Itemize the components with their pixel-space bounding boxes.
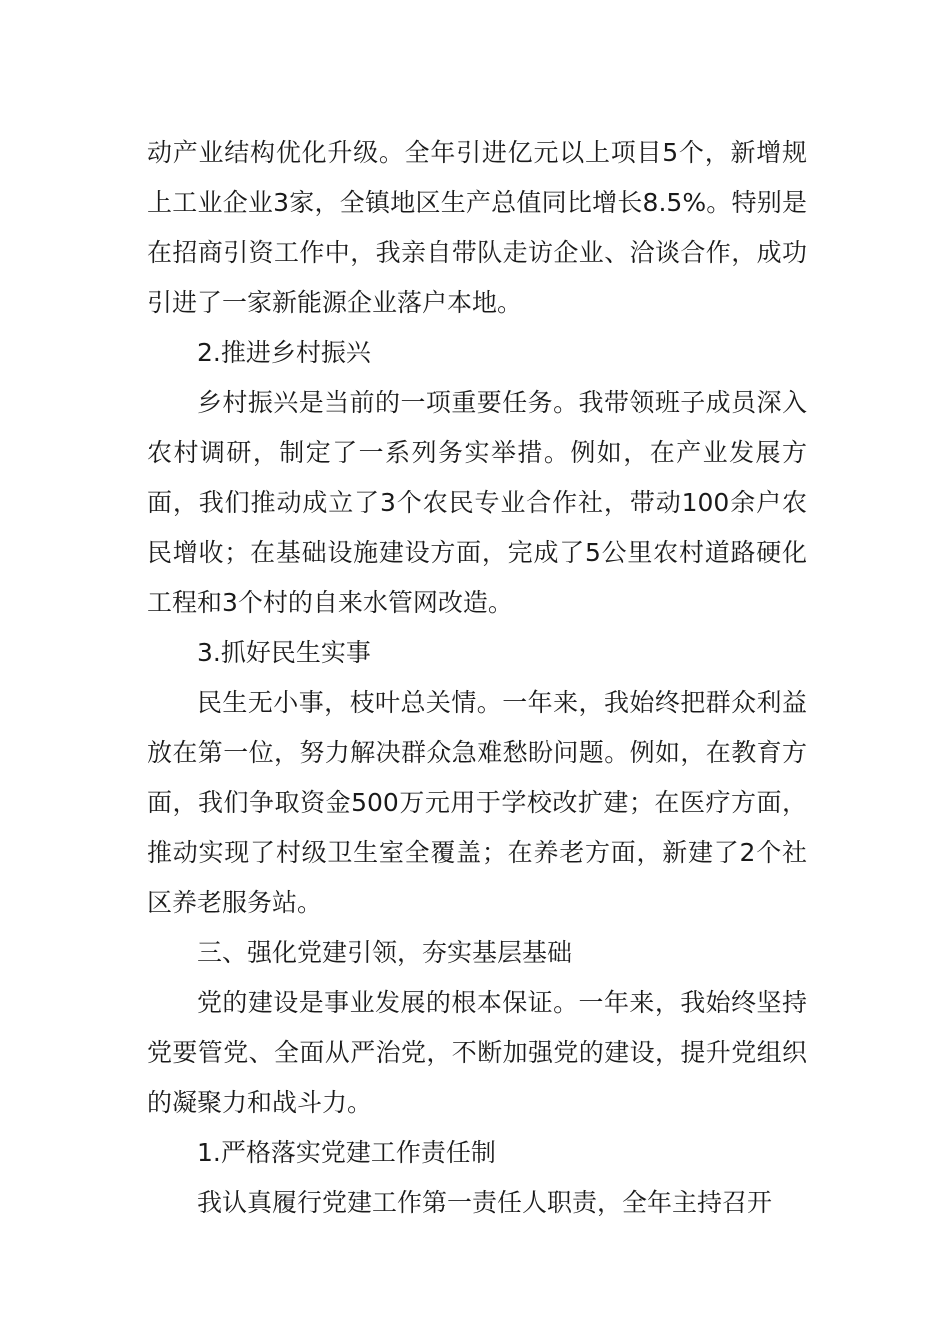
heading-livelihood: 3.抓好民生实事	[197, 638, 371, 667]
heading-party-building: 三、强化党建引领，夯实基层基础	[197, 938, 573, 967]
heading-responsibility-system: 1.严格落实党建工作责任制	[197, 1138, 496, 1167]
paragraph-party-building: 党的建设是事业发展的根本保证。一年来，我始终坚持党要管党、全面从严治党，不断加强党的建设，提升党组织的凝聚力和战斗力。	[147, 988, 807, 1117]
paragraph-livelihood: 民生无小事，枝叶总关情。一年来，我始终把群众利益放在第一位，努力解决群众急难愁盼问题。例如，在教育方面，我们争取资金500万元用于学校改扩建；在医疗方面，推动实现了村级卫生室全覆盖；在养老方面，新建了2个社区养老服务站。	[147, 688, 807, 917]
document-body	[147, 128, 807, 1228]
paragraph-responsibility: 我认真履行党建工作第一责任人职责，全年主持召开	[197, 1188, 773, 1217]
paragraph-industry-upgrade: 动产业结构优化升级。全年引进亿元以上项目5个，新增规上工业企业3家，全镇地区生产总值同比增长8.5%。特别是在招商引资工作中，我亲自带队走访企业、洽谈合作，成功引进了一家新能源企业落户本地。	[147, 138, 807, 317]
paragraph-rural-revitalization: 乡村振兴是当前的一项重要任务。我带领班子成员深入农村调研，制定了一系列务实举措。例如，在产业发展方面，我们推动成立了3个农民专业合作社，带动100余户农民增收；在基础设施建设方面，完成了5公里农村道路硬化工程和3个村的自来水管网改造。	[147, 388, 807, 617]
heading-rural-revitalization: 2.推进乡村振兴	[197, 338, 371, 367]
